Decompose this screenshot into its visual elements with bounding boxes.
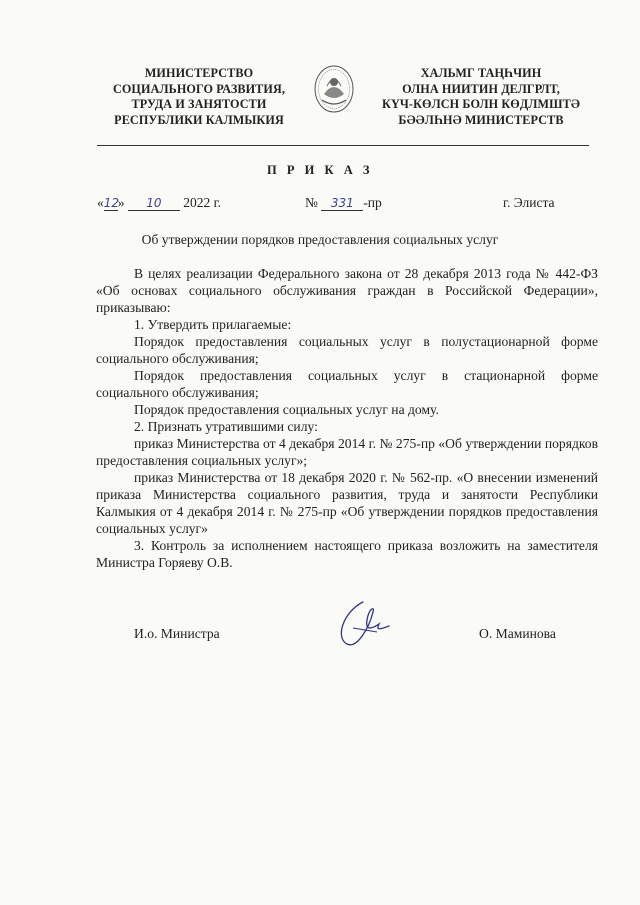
header-right-line: КҮЧ-КӨЛСН БОЛН КӨДЛМШТӘ — [382, 97, 580, 111]
body-paragraph: 3. Контроль за исполнением настоящего приказа возложить на заместителя Министра Горяеву О.В. — [96, 538, 598, 570]
body-paragraph: 2. Признать утратившими силу: — [134, 419, 318, 434]
date-day: 12 — [103, 196, 120, 210]
date-close-quote: » — [117, 195, 125, 210]
ministry-name-russian — [100, 66, 298, 128]
body-paragraph: приказ Министерства от 18 декабря 2020 г. № 562-пр. «О внесении изменений приказа Министерства социального развития, труда и занятости Республики Калмыкия от 4 декабря 2014 г. № 275-пр «Об утверждении порядков предоставления социальных услуг» — [96, 470, 598, 536]
document-body — [96, 265, 598, 571]
header-right-line: ОЛНА НИИТИН ДЕЛГРЛТ, — [402, 81, 560, 96]
signatory-position: И.о. Министра — [134, 626, 220, 641]
body-paragraph: Порядок предоставления социальных услуг в стационарной форме социального обслуживания; — [96, 368, 598, 400]
date-open-quote: « — [97, 195, 104, 210]
header-left-line: ТРУДА И ЗАНЯТОСТИ — [131, 97, 267, 111]
document-title: Об утверждении порядков предоставления социальных услуг — [141, 232, 499, 247]
header-left-line: МИНИСТЕРСТВО — [144, 66, 254, 80]
header-divider — [97, 145, 589, 146]
document-type: П Р И К А З — [267, 163, 373, 177]
handwritten-signature — [333, 598, 397, 654]
number-value: 331 — [321, 196, 363, 211]
date-year: 2022 г. — [183, 195, 222, 210]
header-left-line: СОЦИАЛЬНОГО РАЗВИТИЯ, — [112, 81, 286, 96]
body-paragraph: приказ Министерства от 4 декабря 2014 г. № 275-пр «Об утверждении порядков предоставления социальных услуг»; — [96, 436, 598, 468]
body-paragraph: В целях реализации Федерального закона от 28 декабря 2013 года № 442-ФЗ «Об основах социального обслуживания граждан в Российской Федерации», приказываю: — [96, 266, 598, 315]
date-month: 10 — [128, 196, 180, 211]
header-right-line: ХАЛЬМГ ТАҢҺЧИН — [420, 66, 542, 80]
ministry-name-kalmyk — [362, 66, 600, 128]
order-city: г. Элиста — [503, 195, 555, 210]
number-prefix: № — [305, 195, 318, 210]
order-date — [97, 195, 221, 211]
header-left-line: РЕСПУБЛИКИ КАЛМЫКИЯ — [114, 112, 284, 127]
body-paragraph: Порядок предоставления социальных услуг в полустационарной форме социального обслуживания; — [96, 334, 598, 366]
number-suffix: -пр — [363, 195, 382, 210]
body-paragraph: Порядок предоставления социальных услуг на дому. — [134, 402, 439, 417]
signatory-name: О. Маминова — [479, 626, 556, 641]
emblem-icon — [313, 64, 355, 114]
order-number — [305, 195, 382, 211]
header-right-line: БӘӘЛҺНӘ МИНИСТЕРСТВ — [398, 112, 564, 127]
body-paragraph: 1. Утвердить прилагаемые: — [134, 317, 292, 332]
